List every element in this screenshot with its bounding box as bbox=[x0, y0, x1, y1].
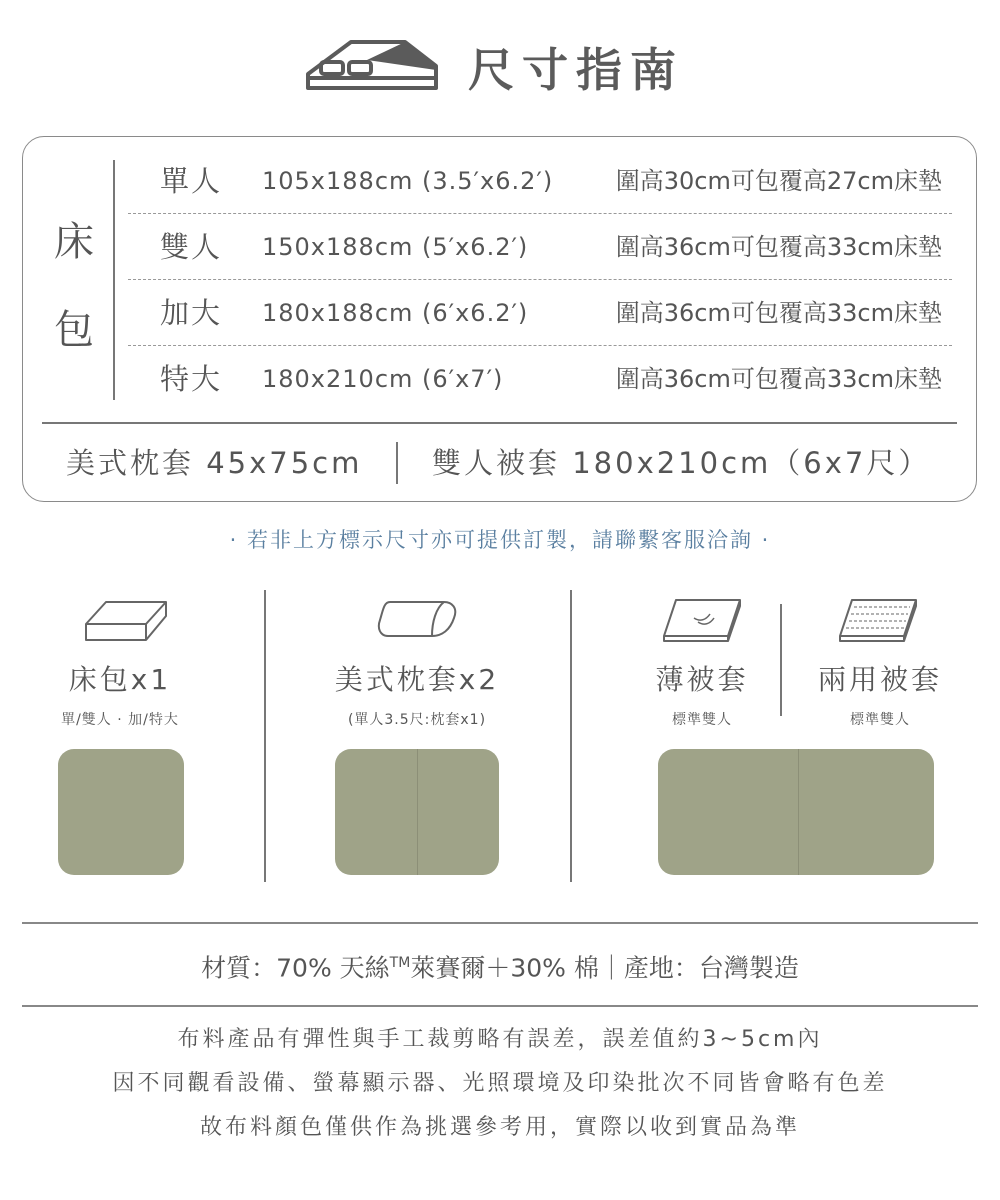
duvet-size: 雙人被套 180x210cm（6x7尺） bbox=[432, 446, 931, 480]
product-subtitle: 標準雙人 bbox=[672, 712, 732, 728]
horizontal-divider bbox=[22, 922, 978, 924]
horizontal-divider bbox=[22, 1005, 978, 1007]
size-dimension: 180x210cm (6′x7′) bbox=[262, 365, 504, 393]
size-note: 圍高30cm可包覆高27cm床墊 bbox=[615, 167, 942, 195]
footer-note: 因不同觀看設備、螢幕顯示器、光照環境及印染批次不同皆會略有色差 bbox=[112, 1071, 888, 1096]
fitted-sheet-label-char-2: 包 bbox=[54, 307, 94, 353]
color-swatch bbox=[58, 749, 184, 875]
size-type: 加大 bbox=[160, 296, 223, 330]
swatch-seam bbox=[417, 749, 418, 875]
product-subtitle: 標準雙人 bbox=[850, 712, 910, 728]
swatch-seam bbox=[798, 749, 799, 875]
page-title: 尺寸指南 bbox=[468, 43, 684, 97]
size-dimension: 150x188cm (5′x6.2′) bbox=[262, 233, 529, 261]
quilted-duvet-icon bbox=[836, 598, 920, 644]
product-subtitle: (單人3.5尺:枕套x1) bbox=[347, 712, 487, 728]
pillowcase-size: 美式枕套 45x75cm bbox=[66, 446, 363, 480]
color-swatch bbox=[658, 749, 934, 875]
thin-quilt-icon bbox=[660, 598, 744, 644]
product-divider bbox=[570, 590, 572, 882]
custom-order-note: · 若非上方標示尺寸亦可提供訂製，請聯繫客服洽詢 · bbox=[229, 528, 771, 552]
horizontal-divider bbox=[42, 422, 957, 424]
size-note: 圍高36cm可包覆高33cm床墊 bbox=[615, 365, 942, 393]
trademark: TM bbox=[389, 955, 411, 971]
footer-note: 布料產品有彈性與手工裁剪略有誤差，誤差值約3~5cm內 bbox=[177, 1027, 823, 1052]
material-suffix: 萊賽爾＋30% 棉｜產地：台灣製造 bbox=[410, 953, 799, 983]
size-divider bbox=[396, 442, 398, 484]
product-name: 床包x1 bbox=[68, 663, 172, 696]
size-row bbox=[130, 148, 952, 214]
product-name: 美式枕套x2 bbox=[334, 663, 500, 696]
product-divider bbox=[264, 590, 266, 882]
material-info bbox=[0, 940, 1000, 991]
size-dimension: 105x188cm (3.5′x6.2′) bbox=[262, 167, 554, 195]
vertical-divider bbox=[113, 160, 115, 400]
size-note: 圍高36cm可包覆高33cm床墊 bbox=[615, 233, 942, 261]
bed-house-icon bbox=[305, 36, 439, 94]
size-note: 圍高36cm可包覆高33cm床墊 bbox=[615, 299, 942, 327]
pillow-icon bbox=[376, 598, 460, 640]
size-row bbox=[130, 214, 952, 280]
footer-note: 故布料顏色僅供作為挑選參考用，實際以收到實品為準 bbox=[199, 1115, 800, 1140]
product-name: 兩用被套 bbox=[817, 663, 942, 696]
size-type: 特大 bbox=[160, 362, 223, 396]
size-row bbox=[130, 280, 952, 346]
size-dimension: 180x188cm (6′x6.2′) bbox=[262, 299, 529, 327]
size-row bbox=[130, 346, 952, 412]
fitted-sheet-label-char-1: 床 bbox=[54, 219, 94, 265]
product-name: 薄被套 bbox=[655, 663, 749, 696]
mattress-icon bbox=[84, 598, 170, 644]
product-subtitle: 單/雙人 · 加/特大 bbox=[61, 712, 179, 728]
size-type: 單人 bbox=[160, 164, 223, 198]
material-prefix: 材質：70% 天絲 bbox=[201, 953, 390, 983]
size-type: 雙人 bbox=[160, 230, 223, 264]
